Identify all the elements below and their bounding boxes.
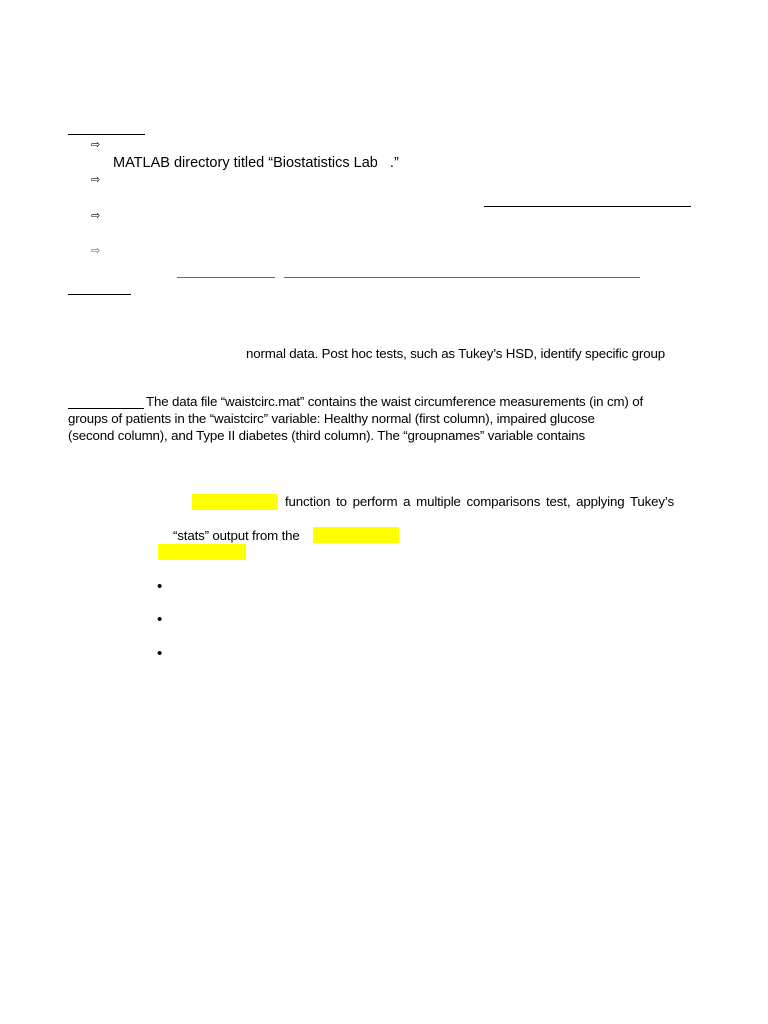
list-item-text: MATLAB directory titled “Biostatistics Lab .” xyxy=(113,155,399,171)
highlight-redacted-3 xyxy=(158,544,246,560)
post-hoc-text: normal data. Post hoc tests, such as Tukey’s HSD, identify specific group xyxy=(246,346,665,361)
red-underline-long xyxy=(284,277,640,278)
data-file-text-line-1: The data file “waistcirc.mat” contains the waist circumference measurements (in cm) of xyxy=(146,394,643,409)
highlight-redacted-1 xyxy=(192,494,278,510)
data-file-text-line-2: groups of patients in the “waistcirc” variable: Healthy normal (first column), impaired glucose xyxy=(68,411,595,426)
highlight-redacted-2 xyxy=(313,527,399,543)
section-underline xyxy=(68,294,131,295)
bullet-icon: • xyxy=(157,578,163,595)
bullet-icon: • xyxy=(157,611,163,628)
arrow-bullet-icon: ⇨ xyxy=(91,209,101,222)
heading-underline xyxy=(68,134,145,135)
arrow-bullet-icon: ⇨ xyxy=(91,138,101,151)
multcompare-text: function to perform a multiple comparisons test, applying Tukey’s xyxy=(285,494,674,509)
bullet-icon: • xyxy=(157,645,163,662)
arrow-bullet-icon: ⇨ xyxy=(91,173,101,186)
red-underline-short xyxy=(177,277,275,278)
stats-text: “stats” output from the xyxy=(173,528,300,543)
blank-underline xyxy=(484,206,691,207)
label-underline xyxy=(68,408,144,409)
red-arrow-bullet-icon: ⇨ xyxy=(91,244,101,257)
data-file-text-line-3: (second column), and Type II diabetes (third column). The “groupnames” variable contains xyxy=(68,428,585,443)
